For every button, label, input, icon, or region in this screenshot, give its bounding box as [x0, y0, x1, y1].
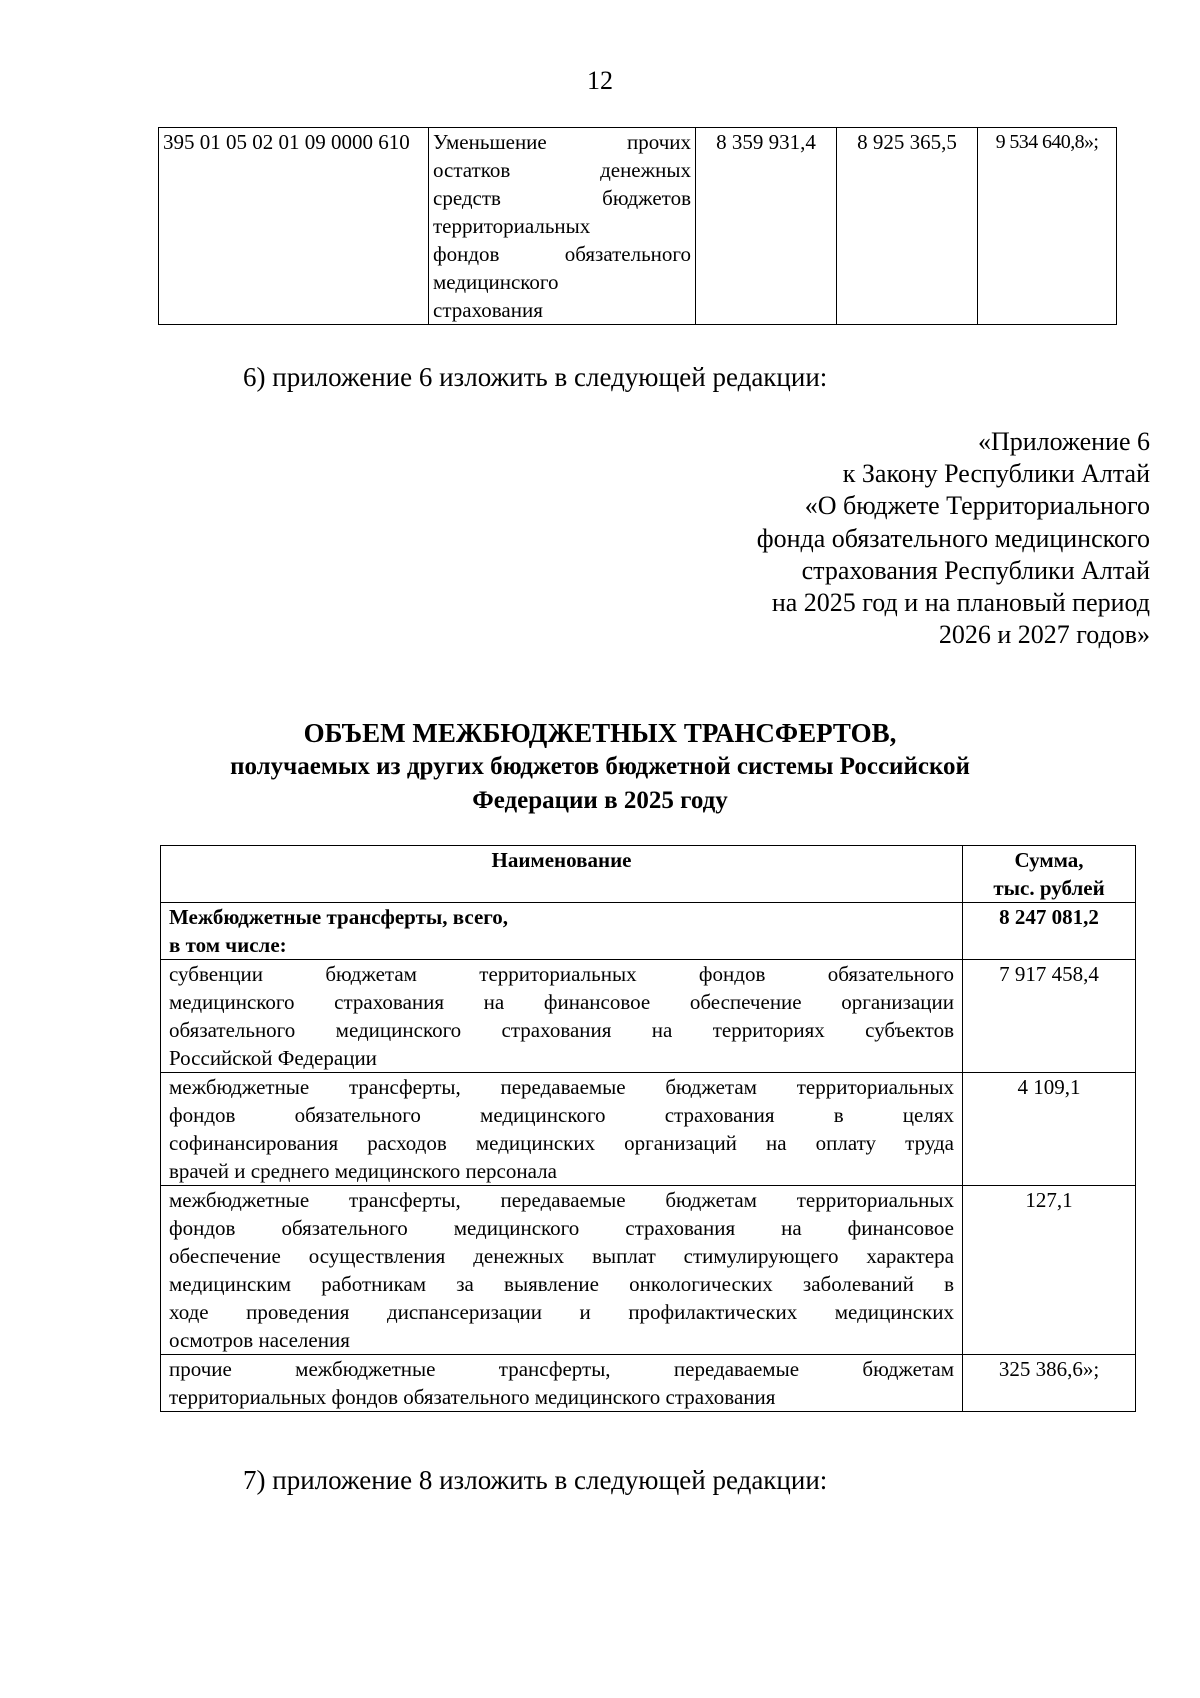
title-line-1: ОБЪЕМ МЕЖБЮДЖЕТНЫХ ТРАНСФЕРТОВ, [303, 718, 897, 748]
table-row [159, 128, 1117, 325]
value-2027-cell: 9 534 640,8»; [978, 128, 1117, 325]
row-text-line: фондов обязательного медицинского страхования на финансовое [169, 1216, 954, 1240]
row-name-cell [161, 1355, 963, 1412]
page-number: 12 [587, 66, 613, 95]
row-text-line: межбюджетные трансферты, передаваемые бюджетам территориальных [169, 1188, 954, 1212]
header-sum-line: тыс. рублей [993, 876, 1105, 900]
title-line-2: получаемых из других бюджетов бюджетной системы Российской [230, 753, 970, 780]
appendix-line: на 2025 год и на плановый период [771, 588, 1150, 618]
row-text-line: обеспечение осуществления денежных выплат стимулирующего характера [169, 1244, 954, 1268]
name-line: фондов обязательного [433, 242, 691, 266]
row-text-line: территориальных фондов обязательного медицинского страхования [169, 1385, 776, 1409]
appendix-line: фонда обязательного медицинского [756, 523, 1150, 553]
row-text-line: фондов обязательного медицинского страхования в целях [169, 1103, 954, 1127]
appendix-line: 2026 и 2027 годов» [938, 620, 1150, 650]
total-name-line: Межбюджетные трансферты, всего, [169, 905, 509, 929]
appendix-line: «О бюджете Территориального [804, 491, 1150, 521]
table-row [161, 960, 1136, 1073]
row-text-line: межбюджетные трансферты, передаваемые бюджетам территориальных [169, 1075, 954, 1099]
row-text-line: врачей и среднего медицинского персонала [169, 1159, 557, 1183]
total-name-line: в том числе: [169, 933, 287, 957]
name-line: медицинского [433, 270, 559, 294]
amendment-paragraph-7: 7) приложение 8 изложить в следующей редакции: [243, 1465, 828, 1495]
row-text-line: осмотров населения [169, 1328, 350, 1352]
row-text-line: прочие межбюджетные трансферты, передаваемые бюджетам [169, 1357, 954, 1381]
row-text-line: обязательного медицинского страхования на территориях субъектов [169, 1018, 954, 1042]
table-header-row [161, 846, 1136, 903]
table-row [161, 1355, 1136, 1412]
row-text-line: медицинского страхования на финансовое обеспечение организации [169, 990, 954, 1014]
row-name-cell [161, 1186, 963, 1355]
table-row [161, 1186, 1136, 1355]
row-text-line: Российской Федерации [169, 1046, 377, 1070]
name-line: страхования [433, 298, 543, 322]
document-title [150, 716, 1050, 818]
name-line: остатков денежных [433, 158, 691, 182]
name-line: Уменьшение прочих [433, 130, 691, 154]
transfers-table [160, 845, 1136, 1412]
budget-sources-table-continuation [158, 127, 1117, 325]
appendix-line: страхования Республики Алтай [801, 555, 1150, 585]
total-sum-cell: 8 247 081,2 [963, 903, 1136, 960]
row-name-cell [161, 1073, 963, 1186]
row-name-cell [161, 960, 963, 1073]
budget-name-cell [429, 128, 696, 325]
row-text-line: софинансирования расходов медицинских организаций на оплату труда [169, 1131, 954, 1155]
table-row [161, 1073, 1136, 1186]
value-2025-cell: 8 359 931,4 [696, 128, 837, 325]
name-line: средств бюджетов [433, 186, 691, 210]
budget-code-cell: 395 01 05 02 01 09 0000 610 [159, 128, 429, 325]
name-line: территориальных [433, 214, 591, 238]
amendment-paragraph-6: 6) приложение 6 изложить в следующей редакции: [243, 362, 828, 392]
header-name-cell: Наименование [161, 846, 963, 903]
row-sum-cell: 325 386,6»; [963, 1355, 1136, 1412]
row-text-line: субвенции бюджетам территориальных фондов обязательного [169, 962, 954, 986]
row-sum-cell: 7 917 458,4 [963, 960, 1136, 1073]
value-2026-cell: 8 925 365,5 [837, 128, 978, 325]
row-sum-cell: 4 109,1 [963, 1073, 1136, 1186]
total-name-cell [161, 903, 963, 960]
appendix-line: «Приложение 6 [977, 427, 1150, 456]
header-sum-line: Сумма, [1014, 848, 1084, 872]
header-sum-cell [963, 846, 1136, 903]
table-total-row [161, 903, 1136, 960]
title-line-3: Федерации в 2025 году [472, 787, 728, 814]
row-text-line: медицинским работникам за выявление онкологических заболеваний в [169, 1272, 954, 1296]
row-sum-cell: 127,1 [963, 1186, 1136, 1355]
row-text-line: ходе проведения диспансеризации и профилактических медицинских [169, 1300, 954, 1324]
appendix-header [550, 426, 1150, 651]
appendix-line: к Закону Республики Алтай [842, 459, 1150, 489]
